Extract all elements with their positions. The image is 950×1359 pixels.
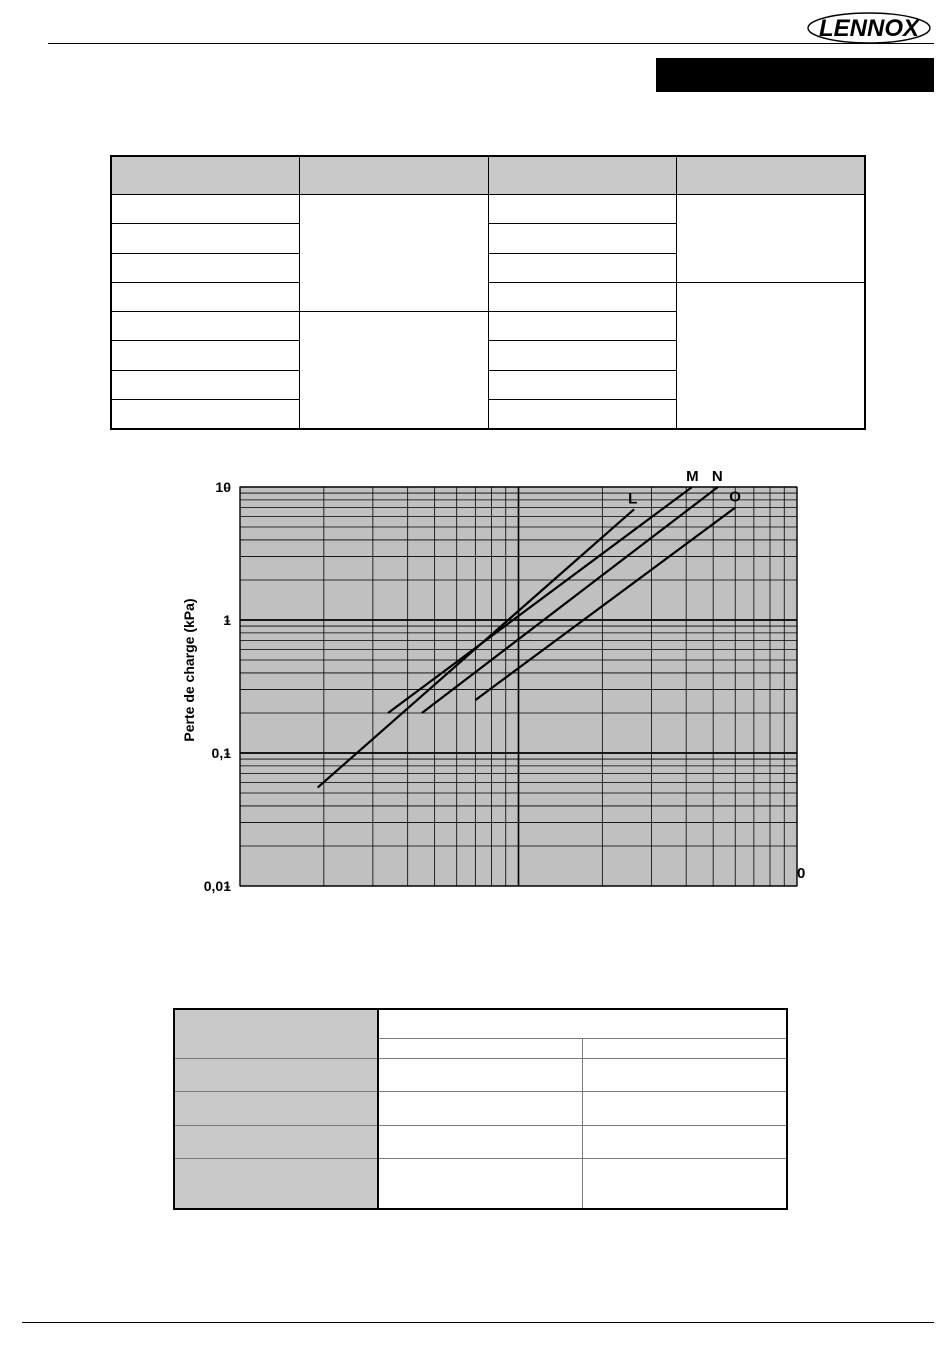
- series-label: O: [729, 488, 741, 506]
- lower-label-cell: [174, 1092, 378, 1126]
- spec-cell: [488, 195, 677, 224]
- spec-cell: [488, 312, 677, 341]
- spec-cell: [488, 224, 677, 253]
- spec-merged-cell: [300, 195, 489, 312]
- spec-cell: [488, 399, 677, 429]
- lower-subheader-cell: [378, 1038, 582, 1058]
- lower-table-row: [174, 1125, 787, 1159]
- spec-cell: [488, 370, 677, 399]
- spec-header-cell: [300, 156, 489, 195]
- spec-cell: [111, 312, 300, 341]
- lower-label-cell: [174, 1159, 378, 1209]
- brand-text: LENNOX: [818, 15, 920, 42]
- spec-cell: [111, 282, 300, 311]
- spec-cell: [488, 253, 677, 282]
- spec-cell: [111, 195, 300, 224]
- y-tick-label: 10: [215, 479, 231, 495]
- lower-cell: [583, 1159, 787, 1209]
- lennox-logo: [805, 10, 933, 46]
- lower-header-cell: [378, 1009, 787, 1038]
- spec-table-header-row: [111, 156, 865, 195]
- spec-header-cell: [488, 156, 677, 195]
- lower-table-header-row: [174, 1009, 787, 1038]
- spec-cell: [111, 370, 300, 399]
- y-tick-label: 0,01: [203, 878, 231, 894]
- spec-cell: [111, 253, 300, 282]
- spec-merged-cell: [677, 195, 866, 283]
- series-label: M: [686, 468, 699, 485]
- lower-table-row: [174, 1092, 787, 1126]
- spec-merged-cell: [677, 282, 866, 429]
- lower-label-cell: [174, 1058, 378, 1092]
- lower-table-row: [174, 1058, 787, 1092]
- y-axis-label: Perte de charge (kPa): [181, 598, 197, 742]
- spec-table-row: [111, 195, 865, 224]
- section-banner: [656, 58, 934, 92]
- spec-header-cell: [111, 156, 300, 195]
- y-tick-label: 0,1: [211, 745, 231, 761]
- spec-merged-cell: [300, 312, 489, 429]
- lower-cell: [583, 1058, 787, 1092]
- spec-cell: [111, 341, 300, 370]
- pressure-drop-chart: [170, 460, 820, 900]
- spec-header-cell: [677, 156, 866, 195]
- spec-cell: [111, 399, 300, 429]
- spec-table: [110, 155, 866, 430]
- spec-cell: [111, 224, 300, 253]
- lower-cell: [583, 1125, 787, 1159]
- spec-cell: [488, 341, 677, 370]
- spec-table-row: [111, 282, 865, 311]
- lower-header-cell: [174, 1009, 378, 1058]
- lower-cell: [378, 1125, 582, 1159]
- lower-table-row: [174, 1159, 787, 1209]
- lower-label-cell: [174, 1125, 378, 1159]
- series-label: L: [628, 490, 638, 508]
- lower-subheader-cell: [583, 1038, 787, 1058]
- header-rule: [48, 43, 934, 44]
- series-label: N: [711, 468, 723, 485]
- footer-rule: [22, 1322, 934, 1323]
- lower-cell: [378, 1058, 582, 1092]
- lower-cell: [583, 1092, 787, 1126]
- y-tick-label: 1: [223, 612, 231, 628]
- lower-cell: [378, 1159, 582, 1209]
- x-tick-label-fragment: 0: [797, 865, 806, 882]
- spec-cell: [488, 282, 677, 311]
- lower-cell: [378, 1092, 582, 1126]
- lower-table: [173, 1008, 788, 1210]
